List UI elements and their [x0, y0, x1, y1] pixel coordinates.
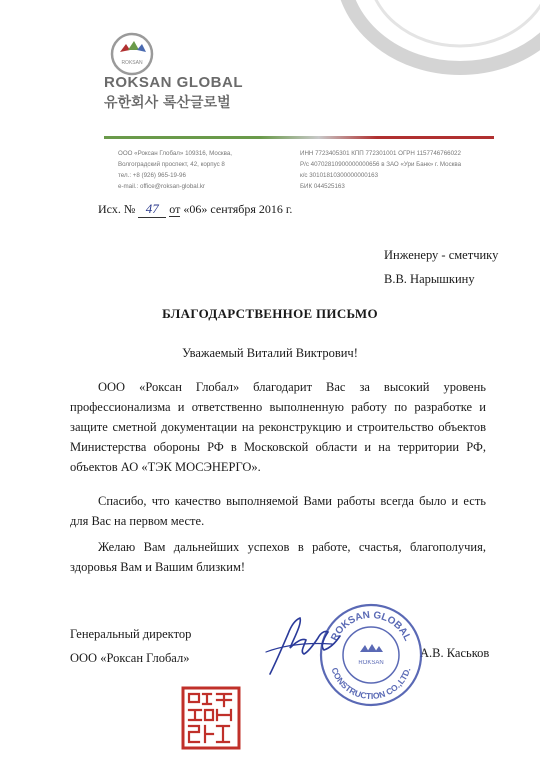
- signatory-company: ООО «Роксан Глобал»: [70, 651, 190, 665]
- letter-title: БЛАГОДАРСТВЕННОЕ ПИСЬМО: [162, 306, 378, 321]
- letter-paragraph-1: ООО «Роксан Глобал» благодарит Вас за высокий уровень профессионализма и ответственно выполненную работу по разработке и защите сметной документации на реконструкцию и строительство объектов Министерства обороны РФ в Московской области и на территории РФ, объектов АО «ТЭК МОСЭНЕРГО».: [70, 380, 486, 474]
- reference-day: «06»: [183, 202, 208, 216]
- brand-name: ROKSAN GLOBAL: [104, 74, 243, 91]
- stamp-top-text: ROKSAN GLOBAL: [329, 609, 413, 643]
- reference-prefix: Исх. №: [98, 202, 136, 216]
- recipient-block: [384, 243, 498, 291]
- reference-date-rest: сентября 2016 г.: [210, 202, 293, 216]
- brand-korean-name: 유한회사 록산글로벌: [104, 95, 231, 111]
- signatory-block: [70, 622, 191, 670]
- stamp-center-text: ROKSAN: [358, 660, 384, 666]
- handwritten-signature: [262, 612, 344, 684]
- stamp-bottom-text: CONSTRUCTION CO.,LTD.: [329, 666, 413, 702]
- contact-email: e-mail.: office@roksan-global.kr: [118, 183, 205, 190]
- contact-street-line: Волгоградский проспект, 42, корпус 8: [118, 161, 225, 168]
- bank-details-block: [300, 148, 461, 192]
- red-chop-seal: [181, 686, 241, 750]
- letter-greeting: Уважаемый Виталий Виктрович!: [182, 346, 358, 360]
- recipient-name: В.В. Нарышкину: [384, 272, 475, 286]
- signatory-name: А.В. Каськов: [420, 646, 490, 660]
- signatory-position: Генеральный директор: [70, 627, 192, 641]
- logo-caption: ROKSAN: [121, 60, 143, 66]
- recipient-position: Инженеру - сметчику: [384, 248, 499, 262]
- bank-account-line: Р/с 40702810900000000656 в ЗАО «Ури Банк» г. Москва: [300, 161, 462, 168]
- contact-phone: тел.: +8 (926) 965-19-96: [118, 172, 186, 179]
- bank-corr-account-line: к/с 30101810300000000163: [300, 172, 379, 179]
- letter-paragraph-3: Желаю Вам дальнейших успехов в работе, счастья, благополучия, здоровья Вам и Вашим близким!: [70, 540, 486, 574]
- letter-paragraph-2: Спасибо, что качество выполняемой Вами работы всегда было и есть для Вас на первом месте.: [70, 494, 486, 528]
- contact-address-line: ООО «Роксан Глобал» 109316, Москва,: [118, 150, 233, 157]
- header-divider: [104, 136, 494, 139]
- bank-inn-line: ИНН 7723405301 КПП 772301001 ОГРН 1157746766022: [300, 150, 461, 157]
- contact-block: [118, 148, 232, 192]
- roksan-logo-icon: [108, 30, 156, 78]
- bank-bik-line: БИК 044525163: [300, 183, 345, 190]
- reference-from-label: от: [169, 202, 181, 216]
- outgoing-reference: [98, 201, 292, 218]
- watermark-seal: [300, 0, 540, 78]
- reference-number: 47: [138, 201, 166, 218]
